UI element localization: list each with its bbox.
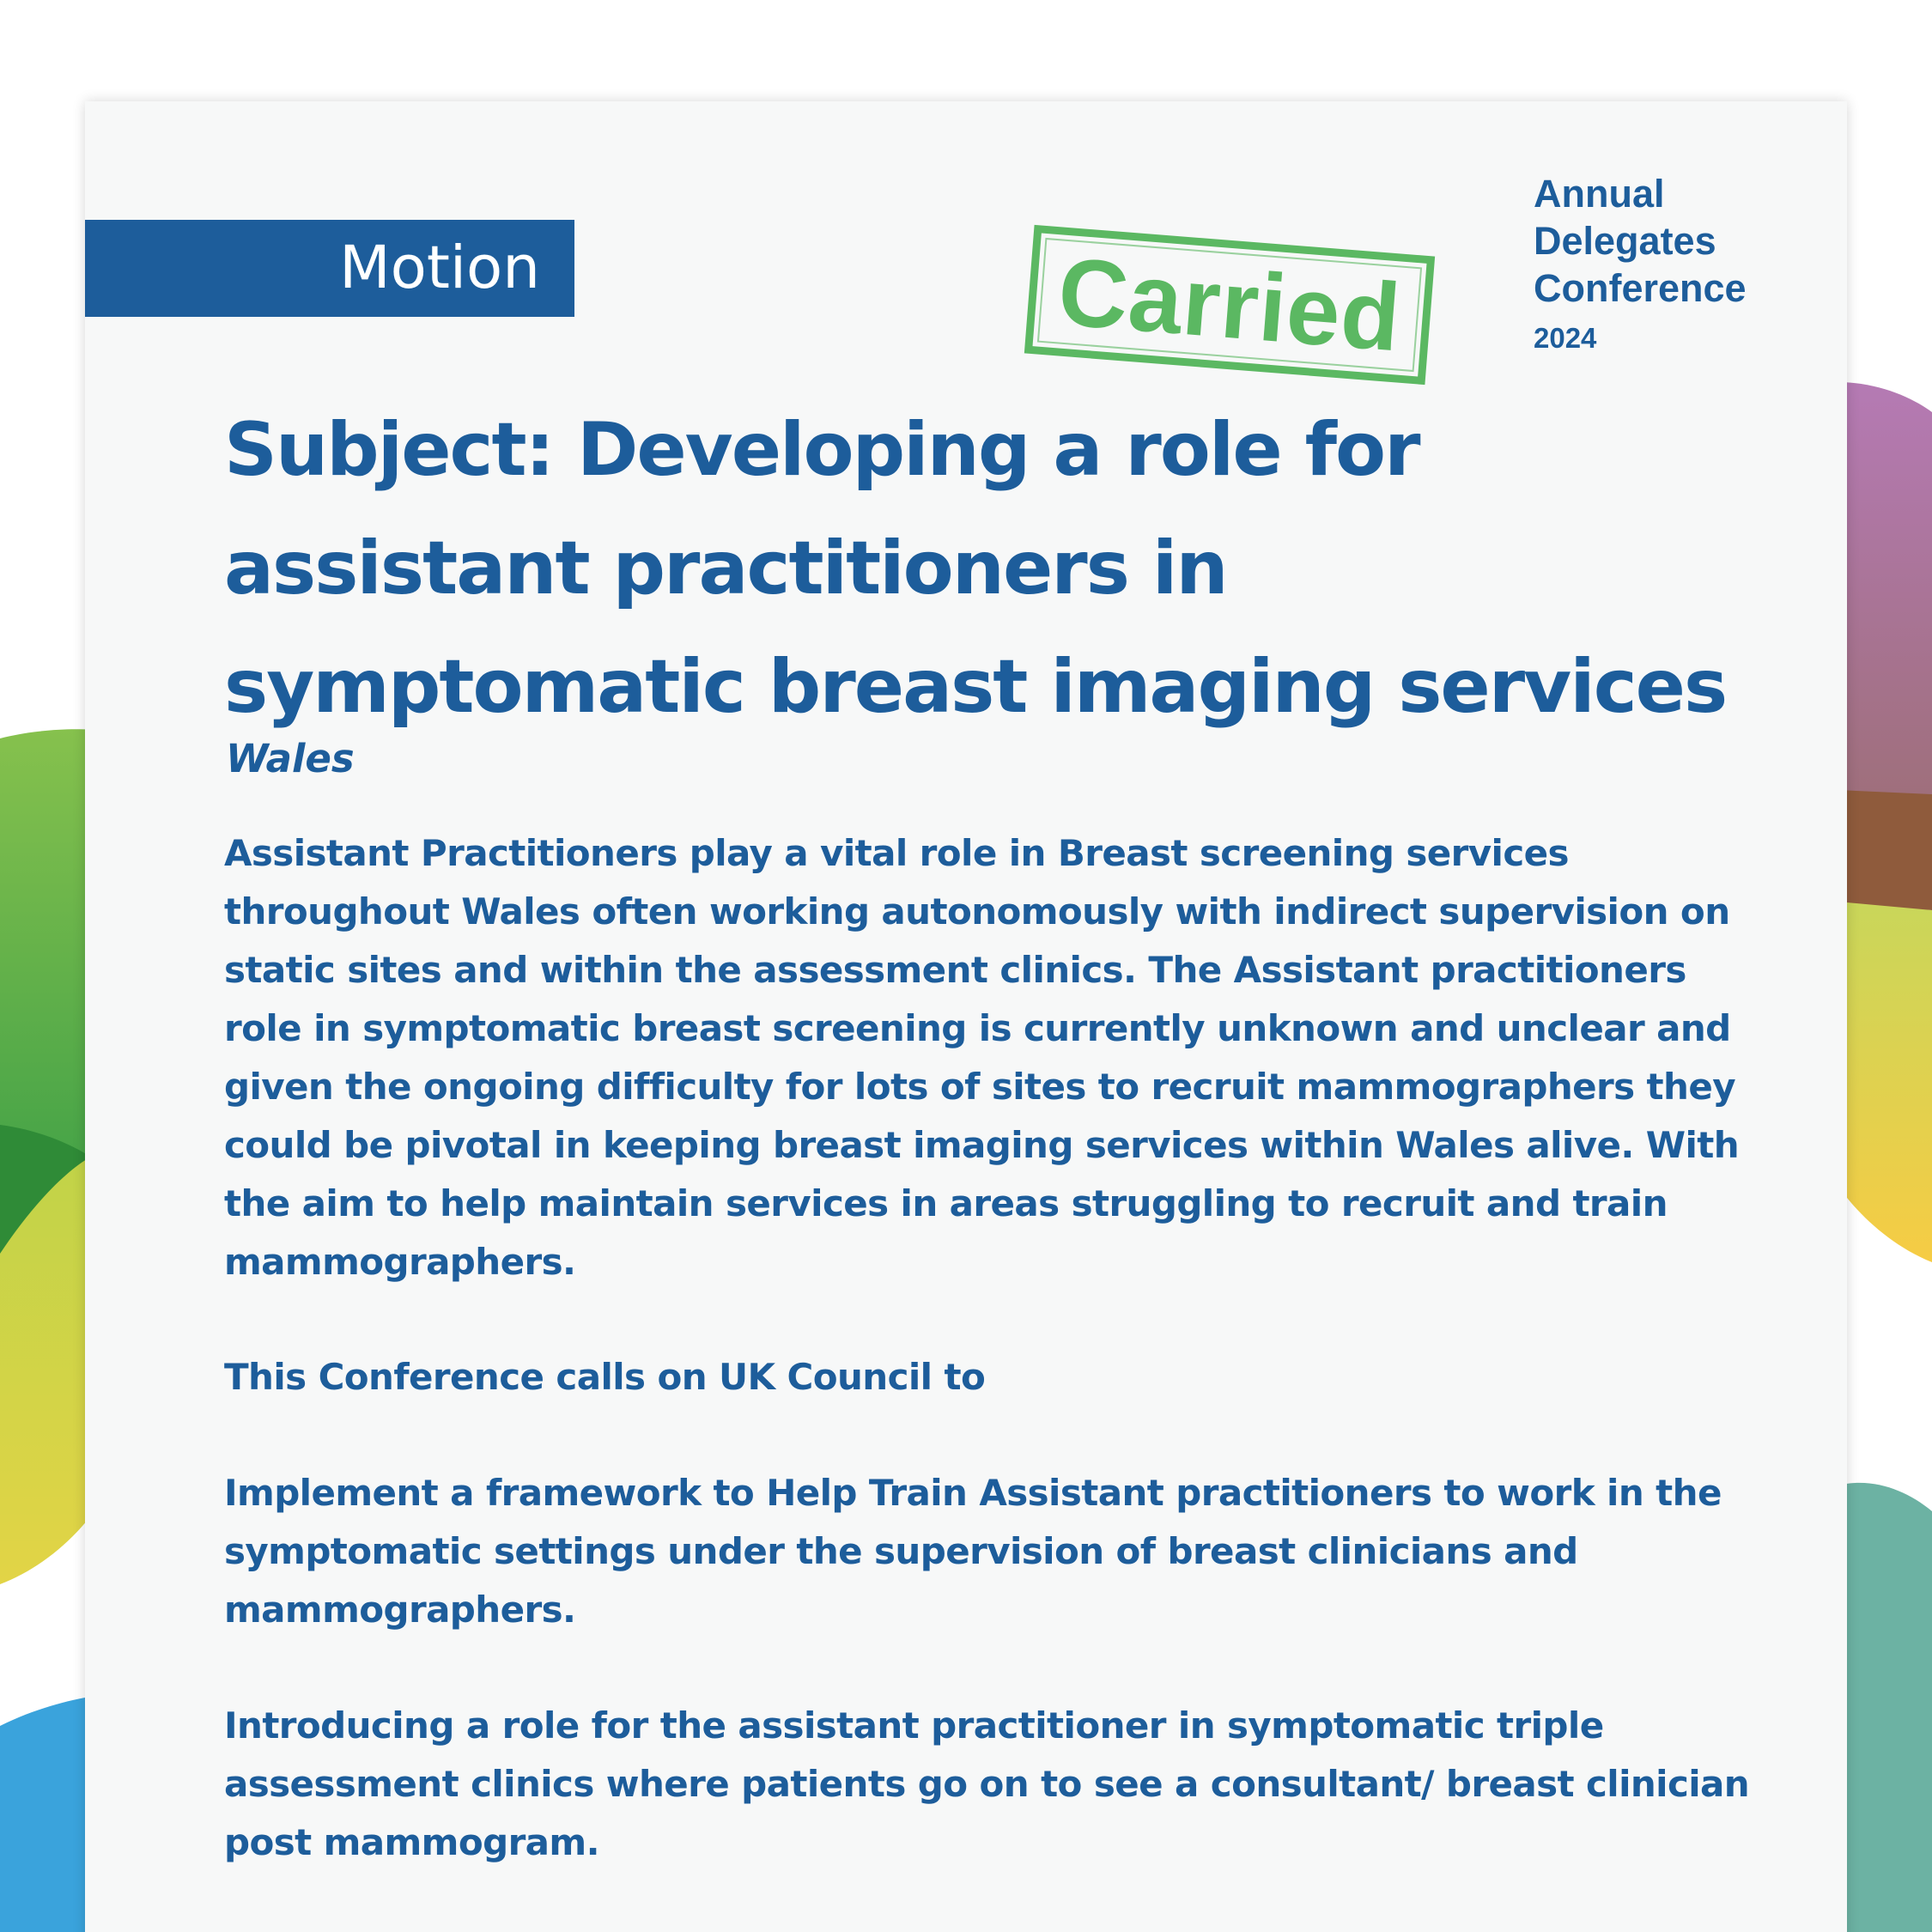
paragraph-line: could be pivotal in keeping breast imaging services within Wales alive. With bbox=[224, 1124, 1740, 1166]
paragraph-line: Introducing a role for the assistant practitioner in symptomatic triple bbox=[224, 1704, 1604, 1747]
paragraph-line: role in symptomatic breast screening is currently unknown and unclear and bbox=[224, 1007, 1731, 1049]
motion-region: Wales bbox=[226, 736, 355, 781]
right-yellow-blob bbox=[1838, 902, 1932, 1262]
motion-label: Motion bbox=[339, 234, 540, 302]
motion-paragraph-framework bbox=[224, 1464, 1722, 1639]
motion-banner bbox=[85, 220, 574, 317]
motion-paragraph-background bbox=[224, 824, 1739, 1291]
motion-paragraph-role bbox=[224, 1697, 1749, 1872]
paragraph-line: assessment clinics where patients go on to see a consultant/ breast clinician bbox=[224, 1763, 1750, 1805]
conference-title bbox=[1534, 170, 1747, 356]
paragraph-line: post mammogram. bbox=[224, 1821, 599, 1863]
right-teal-blob bbox=[1838, 1483, 1932, 1932]
paragraph-line: mammographers. bbox=[224, 1589, 576, 1631]
conference-year: 2024 bbox=[1534, 322, 1597, 354]
paragraph-line: throughout Wales often working autonomously with indirect supervision on bbox=[224, 890, 1730, 933]
motion-subject bbox=[224, 391, 1838, 746]
subject-line: Subject: Developing a role for bbox=[224, 407, 1419, 493]
conference-title-line3: Conference bbox=[1534, 266, 1747, 310]
paragraph-line: Implement a framework to Help Train Assistant practitioners to work in the bbox=[224, 1472, 1722, 1514]
paragraph-line: Assistant Practitioners play a vital role in Breast screening services bbox=[224, 832, 1569, 874]
motion-call-line bbox=[224, 1348, 985, 1406]
paragraph-line: static sites and within the assessment clinics. The Assistant practitioners bbox=[224, 949, 1686, 991]
stamp-text: Carried bbox=[1054, 237, 1405, 372]
right-purple-blob bbox=[1838, 382, 1932, 794]
left-blue-blob bbox=[0, 1696, 94, 1932]
paragraph-line: given the ongoing difficulty for lots of sites to recruit mammographers they bbox=[224, 1066, 1735, 1108]
paragraph-line: This Conference calls on UK Council to bbox=[224, 1356, 986, 1398]
conference-title-line1: Annual bbox=[1534, 172, 1665, 216]
paragraph-line: the aim to help maintain services in areas struggling to recruit and train bbox=[224, 1182, 1668, 1224]
paragraph-line: symptomatic settings under the supervision of breast clinicians and bbox=[224, 1530, 1578, 1572]
right-brown-blob bbox=[1838, 790, 1932, 910]
subject-line: symptomatic breast imaging services bbox=[224, 644, 1727, 730]
subject-line: assistant practitioners in bbox=[224, 526, 1227, 611]
paragraph-line: mammographers. bbox=[224, 1241, 576, 1283]
conference-title-line2: Delegates bbox=[1534, 219, 1716, 263]
